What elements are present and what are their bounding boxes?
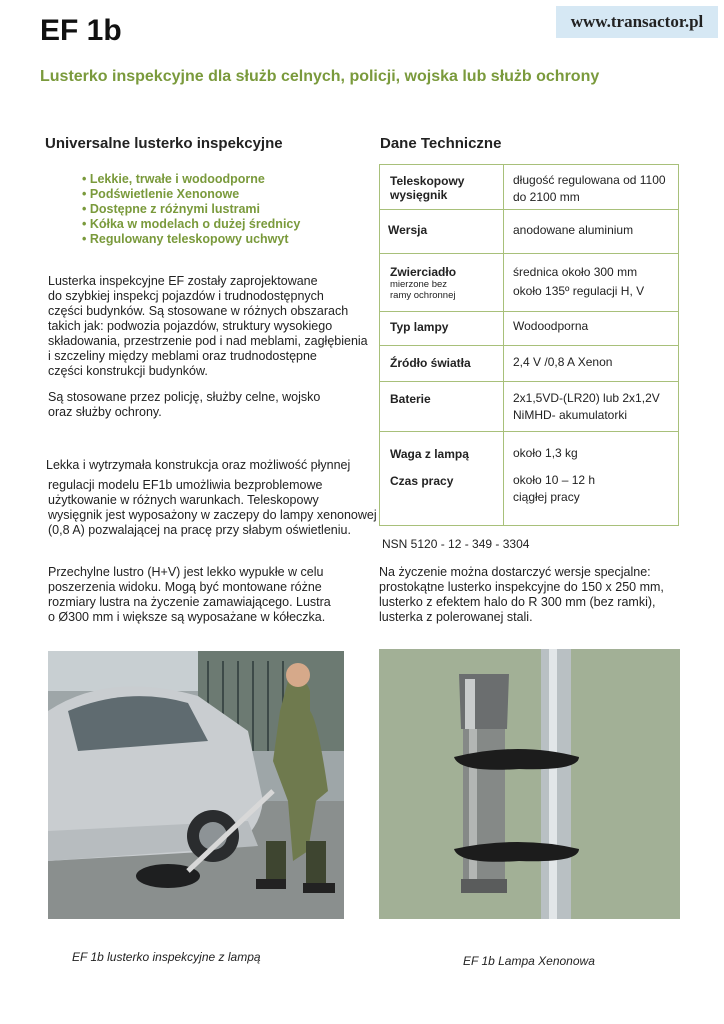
spec-value-lamp: Wodoodporna [513,319,589,333]
page-title: EF 1b [40,14,122,47]
construction-lead: Lekka i wytrzymała konstrukcja oraz możliwość płynnej [46,458,351,472]
tech-spec-table [379,164,679,526]
website-badge[interactable]: www.transactor.pl [556,6,718,38]
spec-label-worktime: Czas pracy [390,474,454,488]
table-divider [380,253,678,254]
feature-list [82,172,300,247]
left-section-heading: Universalne lusterko inspekcyjne [45,135,283,152]
mirror-paragraph: Przechylne lustro (H+V) jest lekko wypukłe w celu poszerzenia widoku. Mogą być montowane różne rozmiary lustra na życzenie zamawiającego. Lustra o Ø300 mm i większe są wyposażane w kółeczka. [48,565,331,624]
spec-value-battery: 2x1,5VD-(LR20) lub 2x1,2V NiMHD- akumulatorki [513,391,660,422]
spec-note-mirror: mierzone bez ramy ochronnej [390,279,456,301]
feature-item: • Kółka w modelach o dużej średnicy [82,217,301,231]
table-divider [380,345,678,346]
feature-item: • Dostępne z różnymi lustrami [82,202,261,216]
page-subtitle: Lusterko inspekcyjne dla służb celnych, policji, wojska lub służb ochrony [40,68,600,85]
spec-label-weight: Waga z lampą [390,447,469,461]
tech-data-heading: Dane Techniczne [380,135,502,152]
inspection-photo [48,651,344,919]
construction-paragraph: regulacji modelu EF1b umożliwia bezproblemowe użytkowanie w różnych warunkach. Teleskopowy wysięgnik jest wyposażony w zaczepy do lampy xenonowej (0,8 A) pozwalającej na pracę przy słabym oświetleniu. [48,478,377,537]
feature-item: • Podświetlenie Xenonowe [82,187,240,201]
usage-paragraph: Są stosowane przez policję, służby celne, wojsko oraz służby ochrony. [48,390,321,419]
spec-value-version: anodowane aluminium [513,223,634,237]
table-divider [380,209,678,210]
table-divider [380,381,678,382]
table-divider [380,431,678,432]
feature-item: • Lekkie, trwałe i wodoodporne [82,172,265,186]
spec-value-mirror: średnica około 300 mm około 135º regulacji H, V [513,265,645,298]
description-paragraph: Lusterka inspekcyjne EF zostały zaprojektowane do szybkiej inspekcj pojazdów i trudnodostępnych części budynków. Są stosowane w różnych obszarach takich jak: podwozia pojazdów, struktury wysokiego składowania, przestrzenie pod i nad meblami, zagłębienia i szczeliny między meblami oraz trudnodostępne części konstrukcji budynków. [48,274,368,378]
spec-value-telescope: długość regulowana od 1100 do 2100 mm [513,173,666,204]
spec-value-worktime: około 10 – 12 h ciągłej pracy [513,473,596,504]
table-divider [380,311,678,312]
right-photo-caption: EF 1b Lampa Xenonowa [463,954,595,968]
spec-label-telescope: Teleskopowy wysięgnik [390,174,465,202]
left-photo-caption: EF 1b lusterko inspekcyjne z lampą [72,950,261,964]
spec-label-version: Wersja [388,223,428,237]
spec-label-battery: Baterie [390,392,431,406]
xenon-lamp-illustration [379,649,680,919]
spec-value-weight: około 1,3 kg [513,446,578,460]
spec-label-light: Źródło światła [390,356,471,370]
nsn-code: NSN 5120 - 12 - 349 - 3304 [382,537,530,551]
feature-item: • Regulowany teleskopowy uchwyt [82,232,289,246]
special-versions-paragraph: Na życzenie można dostarczyć wersje specjalne: prostokątne lusterko inspekcyjne do 150 x 250 mm, lusterko z efektem halo do R 300 mm (bez ramki), lusterka z polerowanej stali. [379,565,664,624]
xenon-lamp-photo [379,649,680,919]
spec-value-light: 2,4 V /0,8 A Xenon [513,355,613,369]
spec-label-mirror [390,265,456,301]
spec-label-lamp: Typ lampy [390,320,449,334]
spec-label-mirror-text: Zwierciadło [390,265,457,279]
inspection-photo-illustration [48,651,344,919]
